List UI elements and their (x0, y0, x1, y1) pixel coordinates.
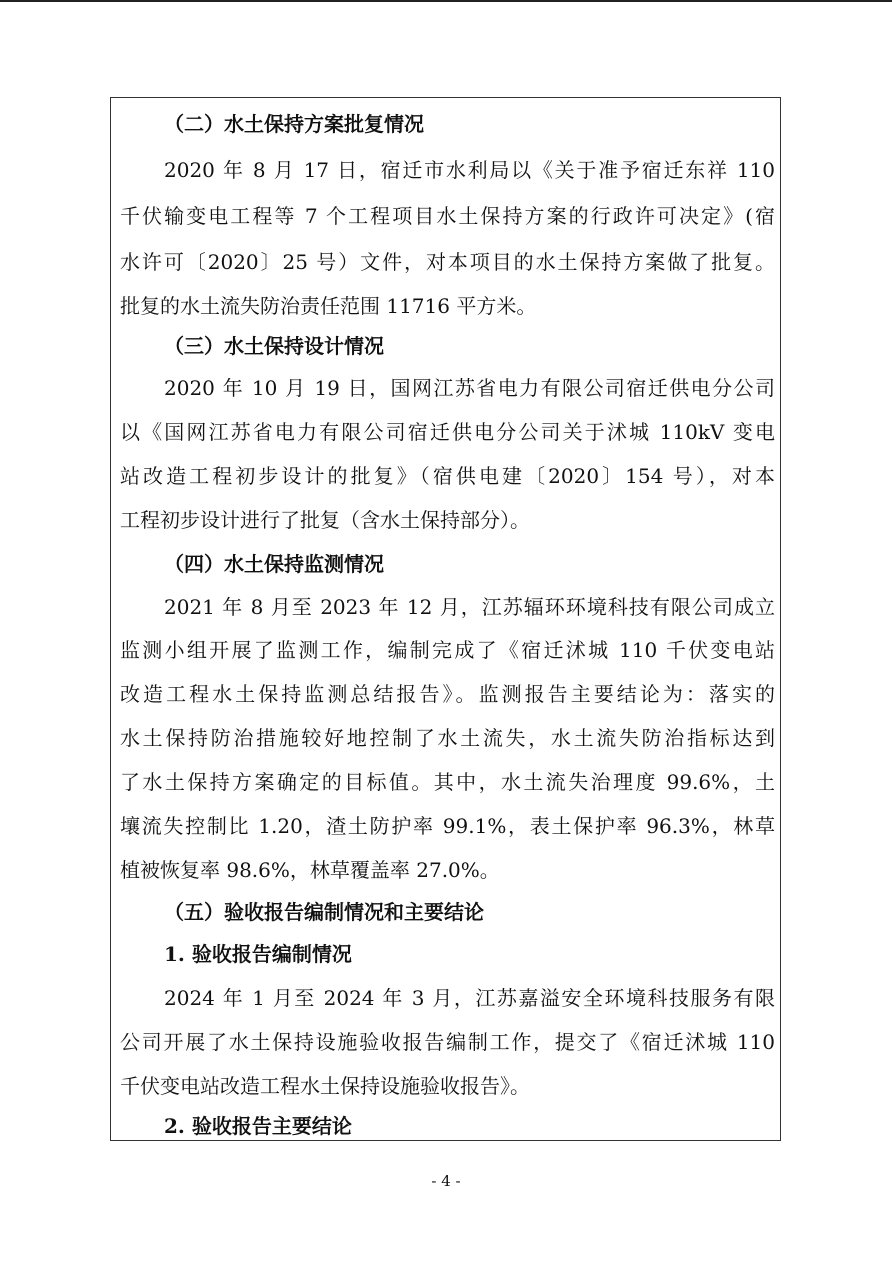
section-4-line-4: 水土保持防治措施较好地控制了水土流失，水土流失防治指标达到 (120, 726, 775, 750)
section-5-heading: （五）验收报告编制情况和主要结论 (164, 900, 484, 924)
section-5-sub1-line-1: 2024 年 1 月至 2024 年 3 月，江苏嘉溢安全环境科技服务有限 (164, 986, 775, 1010)
section-2-line-2: 千伏输变电工程等 7 个工程项目水土保持方案的行政许可决定》(宿 (120, 204, 775, 228)
section-4-line-3: 改造工程水土保持监测总结报告》。监测报告主要结论为：落实的 (120, 682, 775, 706)
section-5-sub2-heading: 2. 验收报告主要结论 (164, 1114, 352, 1138)
section-2-line-4: 批复的水土流失防治责任范围 11716 平方米。 (120, 294, 537, 318)
section-2-line-3: 水许可〔2020〕25 号）文件，对本项目的水土保持方案做了批复。 (120, 250, 775, 274)
section-3-line-2: 以《国网江苏省电力有限公司宿迁供电分公司关于沭城 110kV 变电 (120, 420, 775, 444)
section-5-sub1-line-2: 公司开展了水土保持设施验收报告编制工作，提交了《宿迁沭城 110 (120, 1030, 775, 1054)
section-2-heading: （二）水土保持方案批复情况 (164, 112, 424, 136)
section-4-line-6: 壤流失控制比 1.20，渣土防护率 99.1%，表土保护率 96.3%，林草 (120, 814, 775, 838)
section-3-line-4: 工程初步设计进行了批复（含水土保持部分）。 (120, 508, 530, 532)
section-4-heading: （四）水土保持监测情况 (164, 552, 384, 576)
section-5-sub1-line-3: 千伏变电站改造工程水土保持设施验收报告》。 (120, 1074, 530, 1098)
section-4-line-7: 植被恢复率 98.6%，林草覆盖率 27.0%。 (120, 858, 500, 882)
section-4-line-1: 2021 年 8 月至 2023 年 12 月，江苏辐环环境科技有限公司成立 (164, 595, 775, 619)
section-5-sub1-heading: 1. 验收报告编制情况 (164, 942, 352, 966)
section-4-line-2: 监测小组开展了监测工作，编制完成了《宿迁沭城 110 千伏变电站 (120, 638, 775, 662)
section-3-heading: （三）水土保持设计情况 (164, 334, 384, 358)
section-2-line-1: 2020 年 8 月 17 日，宿迁市水利局以《关于准予宿迁东祥 110 (164, 158, 775, 182)
section-4-line-5: 了水土保持方案确定的目标值。其中，水土流失治理度 99.6%，土 (120, 770, 775, 794)
section-3-line-1: 2020 年 10 月 19 日，国网江苏省电力有限公司宿迁供电分公司 (164, 376, 775, 400)
top-border (0, 0, 892, 2)
page-number: - 4 - (431, 1172, 461, 1190)
section-3-line-3: 站改造工程初步设计的批复》（宿供电建〔2020〕154 号），对本 (120, 464, 775, 488)
